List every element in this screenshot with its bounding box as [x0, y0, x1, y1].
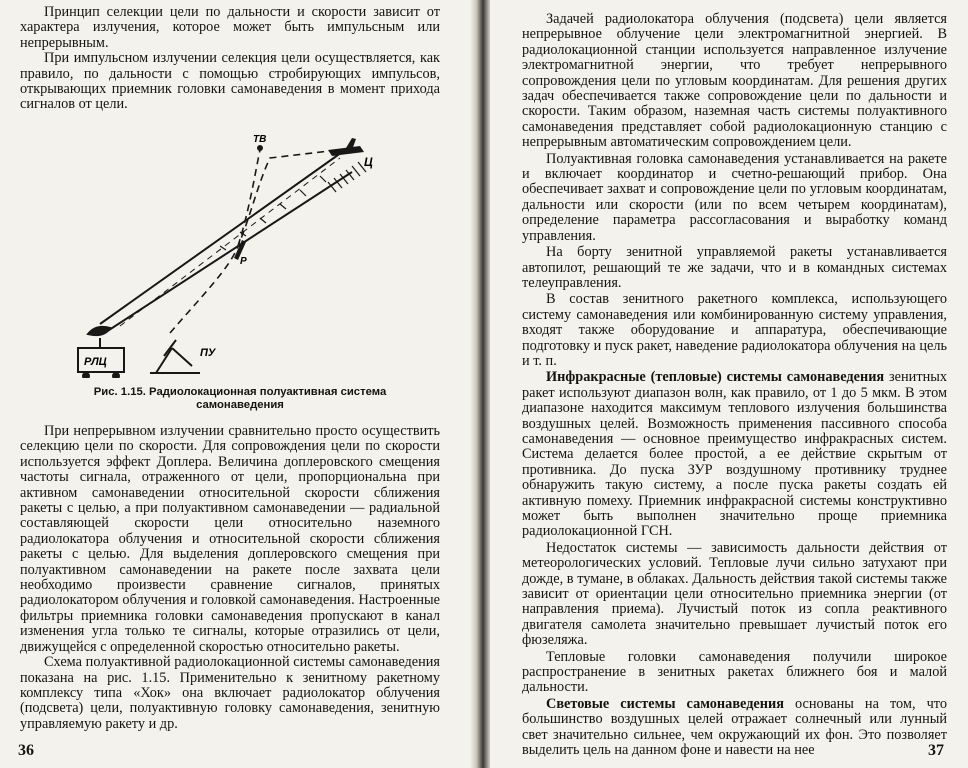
label-rocket: Р: [240, 256, 247, 267]
paragraph: [522, 650, 947, 696]
paragraph: [522, 697, 947, 759]
beam-hatching: [220, 176, 326, 250]
paragraph: [522, 152, 947, 244]
page-number: 37: [928, 742, 944, 759]
paragraph: [522, 541, 947, 649]
tv-link: [238, 150, 260, 246]
paragraph: Принцип селекции цели по дальности и скорости зависит от характера излучения, которое может быть импульсным или непрерывным.: [20, 4, 440, 51]
paragraph-text: зенитных ракет используют диапазон волн, как правило, от 1 до 5 мкм. В этом диапазоне находится максимум теплового излучения большинства воздушных целей. Возможность применения пассивного способа самонаведения — основное преимущество инфракрасных систем. Система делается более простой, а ее действие скрытым от противника. До пуска ЗУР воздушному противнику труднее обнаружить такую систему, а после пуска ракеты создать ей активную помеху. Приемник инфракрасной системы конструктивно может быть выполнен значительно проще приемника радиолокационной ГСН.: [522, 369, 947, 540]
figure-caption: Рис. 1.15. Радиолокационная полуактивная система самонаведения: [93, 386, 387, 411]
target-aircraft-icon: [328, 138, 364, 156]
page-number: 36: [18, 742, 34, 759]
paragraph-text: Тепловые головки самонаведения получили широкое распространение в зенитных ракетах ближнего боя и малой дальности.: [522, 648, 947, 696]
target-reflection: [328, 162, 366, 192]
label-target: Ц: [364, 155, 373, 169]
paragraph-text: Задачей радиолокатора облучения (подсвета) цели является непрерывное облучение цели электромагнитной энергией. В радиолокационной станции используется направленное излучение электромагнитной энергии, что требует непрерывного сопровождения цели по угловым координатам. Для решения других задач обеспечивается также сопровождение цели по дальности и скорости. Таким образом, наземная часть системы полуактивного самонаведения представляет собой радиолокационную станцию с непрерывным автоматическим сопровождением цели.: [522, 11, 947, 151]
tv-point: [257, 145, 263, 151]
right-page: [490, 0, 968, 768]
left-text-bottom: [20, 424, 440, 732]
paragraph-text: На борту зенитной управляемой ракеты устанавливается автопилот, решающий те же задачи, что и в командных системах телеуправления.: [522, 244, 947, 291]
radar-station-icon: [78, 327, 124, 378]
paragraph: При импульсном излучении селекция цели осуществляется, как правило, по дальности с помощью стробирующих импульсов, открывающих приемник головки самонаведения в момент прихода сигналов от цели.: [20, 50, 440, 113]
radar-homing-diagram: [60, 128, 400, 378]
bold-term: Инфракрасные (тепловые) системы самонаведения: [546, 369, 885, 386]
launcher-icon: [150, 340, 200, 373]
paragraph-text: Полуактивная головка самонаведения устанавливается на ракете и включает координатор и счетно-решающий прибор. Она обеспечивает захват и сопровождение цели по угловым координатам, дальности или скорости (или по всем четырем координатам), определение параметра рассогласования и выработку команд управления.: [522, 150, 947, 244]
rocket-trajectory: [170, 150, 338, 333]
radar-beam: [100, 150, 352, 332]
left-page: [0, 0, 476, 768]
label-tv: ТВ: [253, 134, 267, 145]
left-text-top: [20, 5, 440, 113]
paragraph: [522, 370, 947, 539]
paragraph: [522, 292, 947, 369]
label-radar: РЛЦ: [84, 356, 107, 368]
paragraph-text: основаны на том, что большинство воздушных целей отражает солнечный или лунный свет значительно сильнее, чем окружающий их фон. Это позволяет выделить цель на данном фоне и навести на нее: [522, 695, 947, 759]
paragraph: [522, 12, 947, 151]
paragraph: При непрерывном излучении сравнительно просто осуществить селекцию цели по скорости. Для сопровождения цели по скорости используется эффект Доплера. Величина доплеровского смещения частоты сигнала, отраженного от цели, пропорциональна при активном самонаведении относительной скорости сближения ракеты с целью, а при полуактивном самонаведении — радиальной составляющей скорости цели относительно наземного радиолокатора облучения и относительной скорости сближения ракеты с целью. Для выделения доплеровского смещения при полуактивном самонаведении на ракете после захвата цели необходимо произвести сравнение сигналов, принятых радиолокатором облучения и головкой самонаведения. Настроенные фильтры приемника головки самонаведения пропускают в канал изменения угла только те сигналы, которые отразились от цели, движущейся с определенной скоростью относительно ракеты.: [20, 423, 440, 655]
paragraph-text: В состав зенитного ракетного комплекса, использующего систему самонаведения или комбинированную систему управления, входят также оборудование и аппаратура, обеспечивающие подготовку и пуск ракет, наведение радиолокатора облучения на цель и т. п.: [522, 291, 947, 369]
right-text: [522, 12, 947, 760]
paragraph-text: Недостаток системы — зависимость дальности действия от метеорологических условий. Тепловые лучи сильно затухают при дожде, в тумане, в облаках. Дальность действия такой системы также зависит от ориентации цели относительно приемника энергии (от направления приема). Лучистый поток из сопла реактивного двигателя самолета значительно превышает лучистый поток его фюзеляжа.: [522, 539, 947, 649]
paragraph: Схема полуактивной радиолокационной системы самонаведения показана на рис. 1.15. Применительно к зенитному ракетному комплексу типа «Хок» она включает радиолокатор облучения (подсвета) цели, полуактивную головку самонаведения, зенитную управляемую ракету и др.: [20, 654, 440, 732]
bold-term: Световые системы самонаведения: [546, 695, 784, 712]
paragraph: [522, 245, 947, 291]
label-launcher: ПУ: [200, 347, 216, 359]
